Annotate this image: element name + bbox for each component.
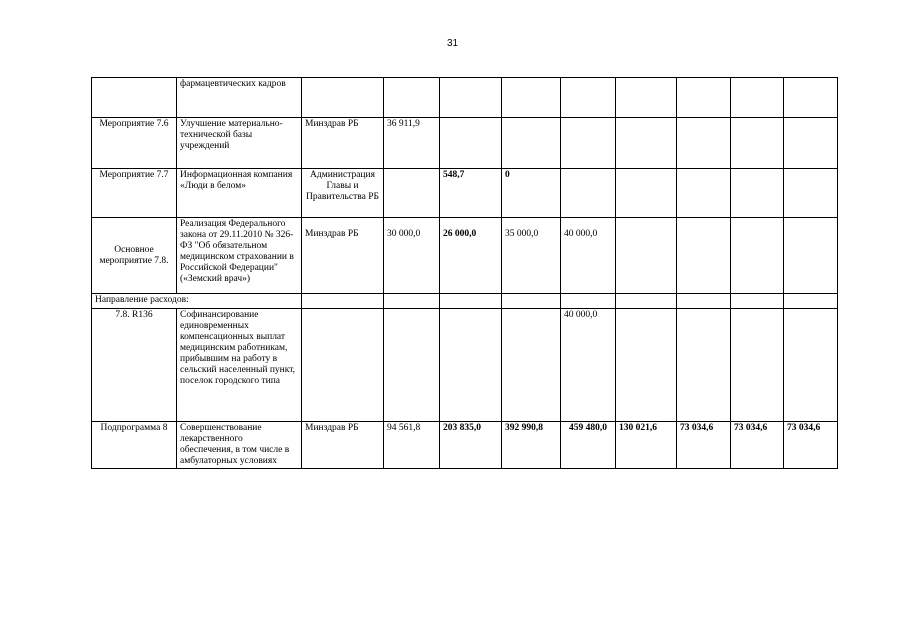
row-name-cell: Совершенствование лекарственного обеспечения, в том числе в амбулаторных условиях [177,422,302,469]
value-cell [440,118,502,169]
value-cell [677,78,731,118]
value-cell: 203 835,0 [440,422,502,469]
executor-cell [302,309,384,422]
value-cell [731,169,784,218]
value-cell [677,294,731,309]
row-name-cell: Улучшение материально-технической базы учреждений [177,118,302,169]
table-row [92,218,838,294]
value-cell [384,169,440,218]
table-row [92,422,838,469]
executor-cell [302,78,384,118]
value-cell [677,309,731,422]
row-name-cell: Информационная компания «Люди в белом» [177,169,302,218]
table-row [92,294,838,309]
value-cell [561,169,616,218]
value-cell [784,118,838,169]
row-label-cell: Основное мероприятие 7.8. [92,218,177,294]
row-name-cell: Реализация Федерального закона от 29.11.2010 № 326-ФЗ "Об обязательном медицинском страховании в Российской Федерации" («Земский врач») [177,218,302,294]
value-cell: 73 034,6 [677,422,731,469]
value-cell [731,118,784,169]
value-cell: 459 480,0 [561,422,616,469]
row-label-cell [92,78,177,118]
value-cell: 73 034,6 [731,422,784,469]
executor-cell: Минздрав РБ [302,218,384,294]
value-cell [616,118,677,169]
value-cell [731,218,784,294]
value-cell [784,169,838,218]
value-cell [616,294,677,309]
value-cell [677,169,731,218]
executor-cell: Администрация Главы и Правительства РБ [302,169,384,218]
budget-table [91,77,838,469]
value-cell: 40 000,0 [561,309,616,422]
value-cell: 130 021,6 [616,422,677,469]
row-name-cell: фармацевтических кадров [177,78,302,118]
row-label-cell: Подпрограмма 8 [92,422,177,469]
value-cell [731,78,784,118]
executor-cell: Минздрав РБ [302,118,384,169]
table-row [92,169,838,218]
value-cell: 392 990,8 [502,422,561,469]
value-cell: 548,7 [440,169,502,218]
row-label-cell: Мероприятие 7.6 [92,118,177,169]
section-heading: Направление расходов: [92,294,302,309]
value-cell: 30 000,0 [384,218,440,294]
value-cell: 0 [502,169,561,218]
executor-cell: Минздрав РБ [302,422,384,469]
value-cell [731,309,784,422]
table-row [92,309,838,422]
value-cell [440,294,502,309]
value-cell [784,309,838,422]
value-cell [731,294,784,309]
value-cell: 26 000,0 [440,218,502,294]
value-cell: 40 000,0 [561,218,616,294]
value-cell: 36 911,9 [384,118,440,169]
value-cell [502,309,561,422]
table-row [92,118,838,169]
value-cell [384,309,440,422]
value-cell [502,294,561,309]
row-name-cell: Софинансирование единовременных компенсационных выплат медицинским работникам, прибывшим на работу в сельский населенный пункт, поселок городского типа [177,309,302,422]
value-cell [616,218,677,294]
value-cell [784,78,838,118]
value-cell [561,118,616,169]
value-cell [616,78,677,118]
value-cell [384,294,440,309]
value-cell: 35 000,0 [502,218,561,294]
table-row [92,78,838,118]
value-cell [440,309,502,422]
page-number: 31 [446,38,459,49]
value-cell [616,169,677,218]
value-cell [384,78,440,118]
value-cell [502,118,561,169]
value-cell [502,78,561,118]
value-cell [561,78,616,118]
row-label-cell: Мероприятие 7.7 [92,169,177,218]
value-cell: 73 034,6 [784,422,838,469]
executor-cell [302,294,384,309]
value-cell: 94 561,8 [384,422,440,469]
row-label-cell: 7.8. R136 [92,309,177,422]
value-cell [677,218,731,294]
value-cell [561,294,616,309]
value-cell [616,309,677,422]
value-cell [677,118,731,169]
value-cell [784,218,838,294]
value-cell [440,78,502,118]
value-cell [784,294,838,309]
